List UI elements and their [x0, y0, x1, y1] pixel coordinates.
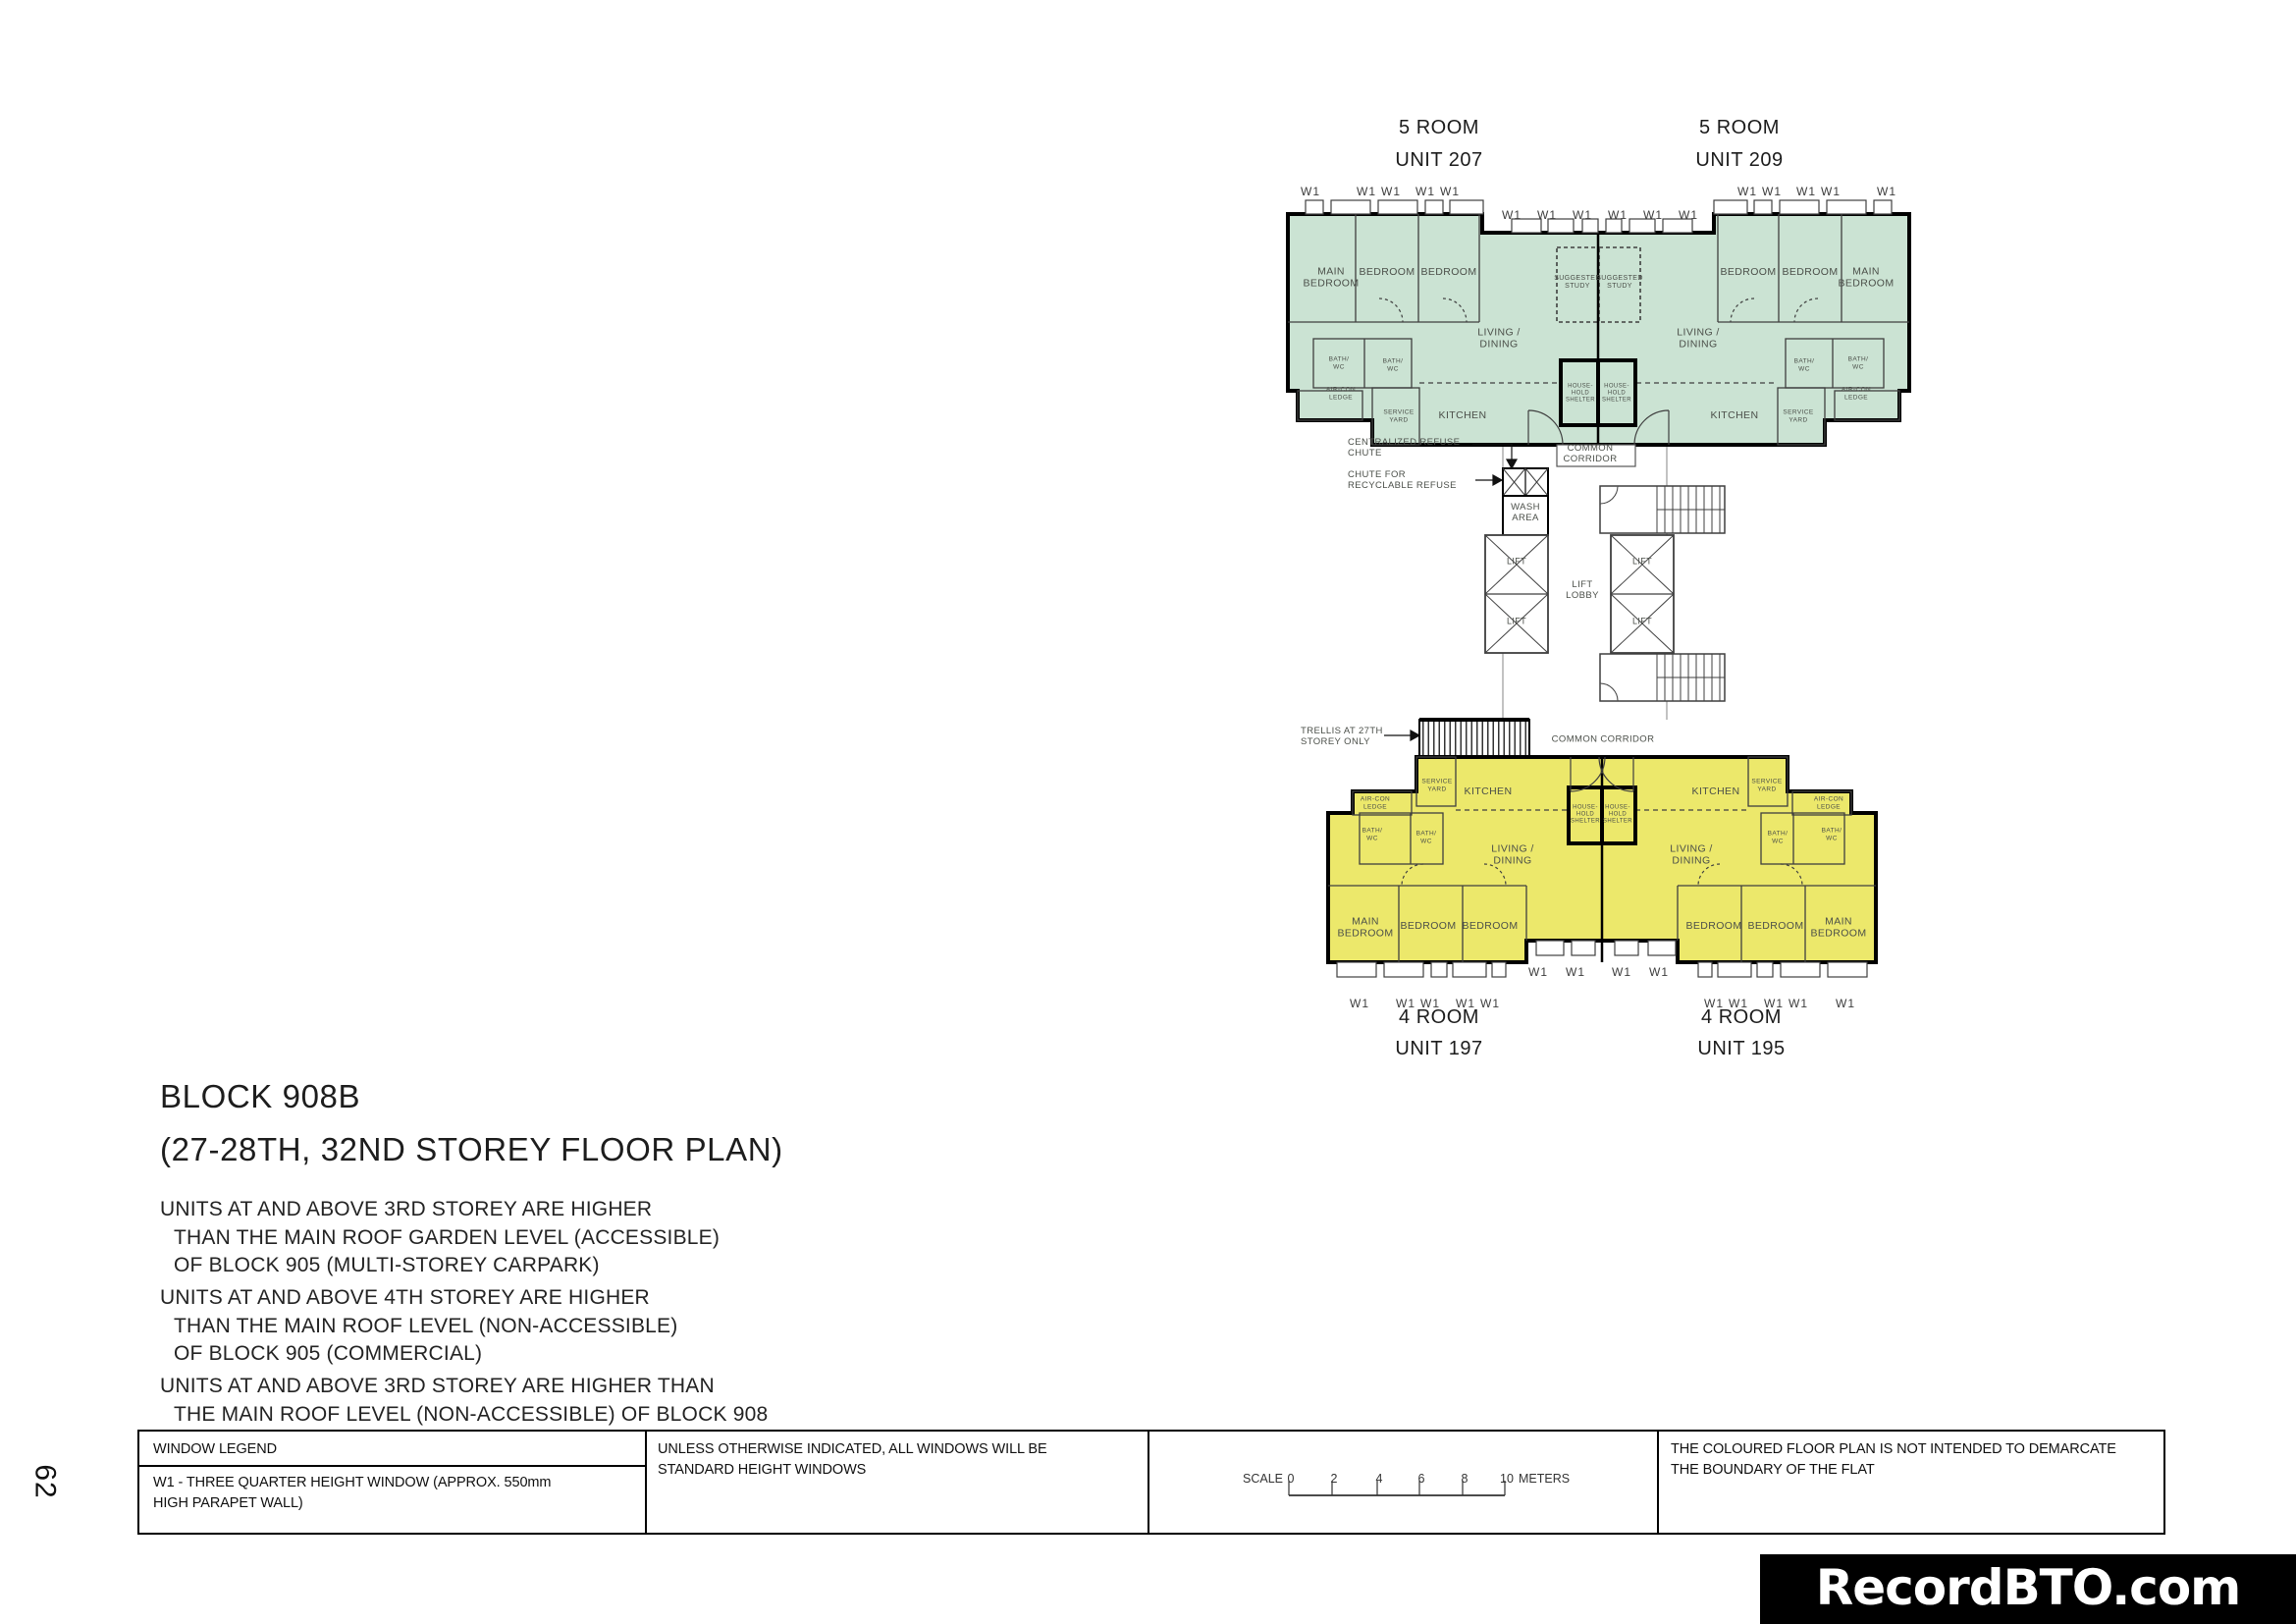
- corridor-alcove: [1557, 442, 1635, 466]
- w1-window-label: W1: [1612, 965, 1631, 979]
- w1-window-label: W1: [1573, 208, 1592, 222]
- u195-kitchen: KITCHEN: [1691, 785, 1740, 797]
- legend-table: [137, 1430, 2165, 1535]
- u207-aircon-ledge: AIR-CON LEDGE: [1325, 386, 1357, 401]
- label-lift-2: LIFT: [1506, 616, 1527, 626]
- w1-window-label: W1: [1420, 997, 1440, 1010]
- scale-tick-4: 4: [1375, 1472, 1383, 1486]
- w1-window-label: W1: [1737, 185, 1757, 198]
- refuse-chute-box: [1503, 468, 1548, 496]
- standard-window-note: UNLESS OTHERWISE INDICATED, ALL WINDOWS WILL BE STANDARD HEIGHT WINDOWS: [658, 1441, 1047, 1479]
- scale-tick-8: 8: [1461, 1472, 1468, 1486]
- wash-area-room: [1503, 496, 1548, 535]
- u207-service-yard: SERVICE YARD: [1383, 408, 1415, 423]
- w1-window-label: W1: [1608, 208, 1628, 222]
- common-area: [1384, 444, 1725, 740]
- u209-living-dining: LIVING / DINING: [1677, 326, 1720, 351]
- u195-main-bedroom: MAIN BEDROOM: [1810, 915, 1867, 940]
- u197-bedroom-2: BEDROOM: [1462, 919, 1519, 932]
- scale-tick-2: 2: [1330, 1472, 1338, 1486]
- block-4room: [1328, 720, 1876, 977]
- block-5room: [1288, 200, 1909, 445]
- u197-bath-wc-1: BATH/ WC: [1362, 827, 1383, 841]
- u209-aircon-ledge: AIR-CON LEDGE: [1841, 386, 1872, 401]
- u209-household-shelter: HOUSE- HOLD SHELTER: [1601, 383, 1632, 404]
- block-title: BLOCK 908B: [160, 1078, 361, 1114]
- u207-main-bedroom: MAIN BEDROOM: [1303, 265, 1360, 290]
- u207-living-dining: LIVING / DINING: [1477, 326, 1521, 351]
- scale-tick-10: 10: [1500, 1472, 1514, 1486]
- label-lift-4: LIFT: [1631, 616, 1653, 626]
- label-unit-209-type: 5 ROOM: [1699, 117, 1780, 139]
- label-unit-197-number: UNIT 197: [1395, 1038, 1483, 1060]
- w1-window-label: W1: [1729, 997, 1748, 1010]
- table-divider-2: [1148, 1432, 1149, 1533]
- label-lift-lobby: LIFT LOBBY: [1566, 578, 1599, 601]
- w1-window-label: W1: [1679, 208, 1698, 222]
- label-lift-3: LIFT: [1631, 556, 1653, 567]
- u207-suggested-study: SUGGESTED STUDY: [1554, 274, 1601, 290]
- u197-aircon-ledge: AIR-CON LEDGE: [1360, 795, 1391, 810]
- u197-service-yard: SERVICE YARD: [1421, 778, 1453, 792]
- u195-bedroom-1: BEDROOM: [1685, 919, 1742, 932]
- u207-household-shelter: HOUSE- HOLD SHELTER: [1565, 383, 1596, 404]
- storey-title: (27-28TH, 32ND STOREY FLOOR PLAN): [160, 1131, 783, 1167]
- w1-window-label: W1: [1566, 965, 1585, 979]
- w1-window-label: W1: [1350, 997, 1369, 1010]
- household-shelters-5room: [1561, 360, 1635, 425]
- u197-kitchen: KITCHEN: [1464, 785, 1513, 797]
- scale-tick-6: 6: [1417, 1472, 1425, 1486]
- w1-window-label: W1: [1537, 208, 1557, 222]
- w1-window-label: W1: [1836, 997, 1855, 1010]
- household-shelters-4room: [1569, 787, 1635, 843]
- table-row-divider: [139, 1465, 645, 1467]
- note-roof-garden: UNITS AT AND ABOVE 3RD STOREY ARE HIGHER THAN THE MAIN ROOF GARDEN LEVEL (ACCESSIBLE) OF BLOCK 905 (MULTI-STOREY CARPARK): [160, 1198, 721, 1277]
- label-unit-197-type: 4 ROOM: [1399, 1006, 1479, 1029]
- w1-window-label: W1: [1877, 185, 1896, 198]
- w1-window-label: W1: [1704, 997, 1724, 1010]
- w1-window-label: W1: [1415, 185, 1435, 198]
- u195-bath-wc-2: BATH/ WC: [1767, 830, 1789, 844]
- u209-bath-wc-1: BATH/ WC: [1793, 357, 1815, 372]
- u197-bedroom-1: BEDROOM: [1400, 919, 1457, 932]
- u197-bath-wc-2: BATH/ WC: [1415, 830, 1437, 844]
- staircase-top: [1600, 486, 1725, 533]
- table-divider-3: [1657, 1432, 1659, 1533]
- u207-bedroom-2: BEDROOM: [1420, 265, 1477, 278]
- w1-window-label: W1: [1796, 185, 1816, 198]
- u195-bath-wc-1: BATH/ WC: [1821, 827, 1842, 841]
- lift-shaft-right: [1611, 535, 1674, 653]
- u207-bath-wc-2: BATH/ WC: [1382, 357, 1404, 372]
- u195-living-dining: LIVING / DINING: [1670, 842, 1713, 867]
- scale-tick-0: 0: [1287, 1472, 1295, 1486]
- w1-window-label: W1: [1301, 185, 1320, 198]
- scale-label: SCALE: [1243, 1472, 1283, 1486]
- label-trellis-note: TRELLIS AT 27TH STOREY ONLY: [1301, 725, 1383, 747]
- label-recyclable-chute: CHUTE FOR RECYCLABLE REFUSE: [1348, 468, 1457, 491]
- u207-bath-wc-1: BATH/ WC: [1328, 355, 1350, 370]
- boundary-note: THE COLOURED FLOOR PLAN IS NOT INTENDED TO DEMARCATE THE BOUNDARY OF THE FLAT: [1671, 1441, 2116, 1479]
- lift-shaft-left: [1485, 535, 1548, 653]
- scale-unit: METERS: [1519, 1472, 1571, 1486]
- label-unit-195-number: UNIT 195: [1697, 1038, 1786, 1060]
- label-unit-209-number: UNIT 209: [1695, 149, 1784, 172]
- w1-window-label: W1: [1396, 997, 1415, 1010]
- label-wash-area: WASH AREA: [1511, 501, 1540, 523]
- label-lift-1: LIFT: [1506, 556, 1527, 567]
- label-unit-195-type: 4 ROOM: [1701, 1006, 1782, 1029]
- u195-service-yard: SERVICE YARD: [1751, 778, 1783, 792]
- label-centralized-refuse-chute: CENTRALIZED REFUSE CHUTE: [1348, 436, 1461, 459]
- u209-bedroom-1: BEDROOM: [1720, 265, 1777, 278]
- staircase-bottom: [1600, 654, 1725, 701]
- u209-service-yard: SERVICE YARD: [1783, 408, 1814, 423]
- w1-window-label: W1: [1649, 965, 1669, 979]
- u195-household-shelter: HOUSE- HOLD SHELTER: [1602, 804, 1633, 825]
- u209-kitchen: KITCHEN: [1710, 408, 1759, 421]
- w1-window-label: W1: [1381, 185, 1401, 198]
- u195-bedroom-2: BEDROOM: [1747, 919, 1804, 932]
- label-common-corridor-upper: COMMON CORRIDOR: [1563, 442, 1618, 464]
- w1-window-label: W1: [1821, 185, 1841, 198]
- window-legend-header: WINDOW LEGEND: [153, 1441, 277, 1457]
- u209-bedroom-2: BEDROOM: [1782, 265, 1839, 278]
- w1-definition: W1 - THREE QUARTER HEIGHT WINDOW (APPROX. 550mm HIGH PARAPET WALL): [153, 1475, 552, 1512]
- note-roof-level-commercial: UNITS AT AND ABOVE 4TH STOREY ARE HIGHER THAN THE MAIN ROOF LEVEL (NON-ACCESSIBLE) OF BLOCK 905 (COMMERCIAL): [160, 1286, 678, 1366]
- w1-window-label: W1: [1528, 965, 1548, 979]
- u207-bedroom-1: BEDROOM: [1359, 265, 1415, 278]
- w1-window-label: W1: [1440, 185, 1460, 198]
- w1-window-label: W1: [1762, 185, 1782, 198]
- w1-window-label: W1: [1456, 997, 1475, 1010]
- w1-window-label: W1: [1357, 185, 1376, 198]
- w1-window-label: W1: [1502, 208, 1522, 222]
- trellis: [1419, 720, 1529, 757]
- label-unit-207-type: 5 ROOM: [1399, 117, 1479, 139]
- u207-kitchen: KITCHEN: [1438, 408, 1487, 421]
- u197-main-bedroom: MAIN BEDROOM: [1337, 915, 1394, 940]
- label-unit-207-number: UNIT 207: [1395, 149, 1483, 172]
- page-number: 62: [28, 1464, 62, 1499]
- u209-main-bedroom: MAIN BEDROOM: [1838, 265, 1895, 290]
- table-divider-1: [645, 1432, 647, 1533]
- u209-suggested-study: SUGGESTED STUDY: [1596, 274, 1643, 290]
- u197-household-shelter: HOUSE- HOLD SHELTER: [1570, 804, 1601, 825]
- u195-aircon-ledge: AIR-CON LEDGE: [1813, 795, 1844, 810]
- note-roof-level-908: UNITS AT AND ABOVE 3RD STOREY ARE HIGHER THAN THE MAIN ROOF LEVEL (NON-ACCESSIBLE) OF BLOCK 908: [160, 1375, 769, 1426]
- label-common-corridor-lower: COMMON CORRIDOR: [1551, 733, 1655, 745]
- u209-bath-wc-2: BATH/ WC: [1847, 355, 1869, 370]
- w1-window-label: W1: [1480, 997, 1500, 1010]
- w1-window-label: W1: [1643, 208, 1663, 222]
- watermark-banner: RecordBTO.com: [1760, 1554, 2296, 1624]
- w1-window-label: W1: [1764, 997, 1784, 1010]
- u197-living-dining: LIVING / DINING: [1491, 842, 1534, 867]
- w1-window-label: W1: [1789, 997, 1808, 1010]
